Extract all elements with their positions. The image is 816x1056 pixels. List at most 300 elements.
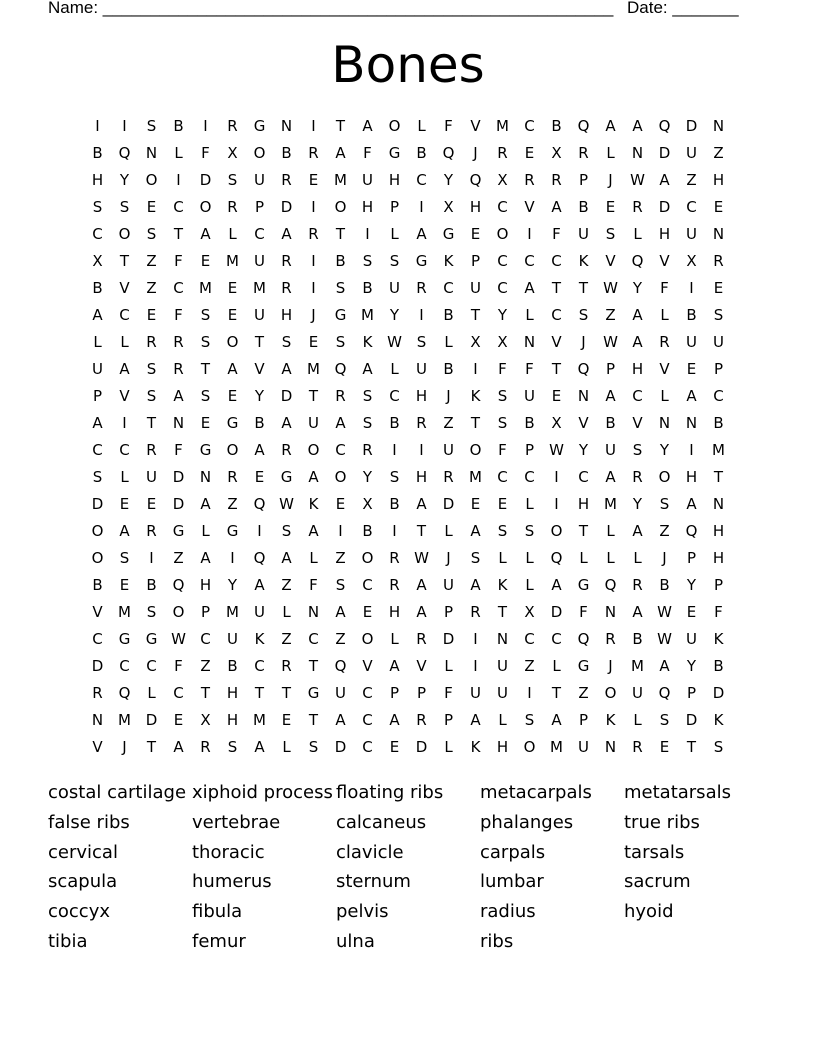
grid-letter[interactable]: A	[362, 116, 373, 135]
grid-letter[interactable]: E	[227, 386, 238, 405]
grid-letter[interactable]: B	[254, 413, 265, 432]
grid-letter[interactable]: B	[389, 494, 400, 513]
grid-letter[interactable]: P	[470, 251, 481, 270]
grid-letter[interactable]: C	[119, 656, 130, 675]
grid-letter[interactable]: N	[604, 737, 617, 756]
grid-letter[interactable]: J	[581, 332, 586, 351]
grid-letter[interactable]: O	[361, 548, 374, 567]
grid-letter[interactable]: G	[577, 656, 590, 675]
grid-letter[interactable]: B	[146, 575, 157, 594]
grid-letter[interactable]: R	[416, 278, 427, 297]
grid-letter[interactable]: V	[632, 413, 643, 432]
grid-letter[interactable]: X	[443, 197, 454, 216]
grid-letter[interactable]: T	[200, 683, 211, 702]
grid-letter[interactable]: E	[308, 170, 319, 189]
grid-letter[interactable]: B	[605, 413, 616, 432]
grid-letter[interactable]: R	[281, 251, 292, 270]
grid-letter[interactable]: N	[658, 413, 671, 432]
grid-letter[interactable]: H	[91, 170, 104, 189]
grid-letter[interactable]: S	[146, 359, 157, 378]
grid-letter[interactable]: I	[392, 521, 397, 540]
grid-letter[interactable]: G	[226, 521, 239, 540]
grid-letter[interactable]: Y	[632, 278, 643, 297]
grid-letter[interactable]: A	[632, 305, 643, 324]
grid-letter[interactable]: D	[685, 116, 698, 135]
grid-letter[interactable]: S	[713, 737, 724, 756]
grid-letter[interactable]: N	[712, 494, 725, 513]
grid-letter[interactable]: Y	[254, 386, 265, 405]
grid-letter[interactable]: F	[309, 575, 318, 594]
grid-letter[interactable]: K	[605, 710, 616, 729]
grid-letter[interactable]: R	[92, 683, 103, 702]
grid-letter[interactable]: G	[415, 251, 428, 270]
grid-letter[interactable]: L	[633, 710, 642, 729]
grid-letter[interactable]: R	[173, 359, 184, 378]
grid-letter[interactable]: V	[254, 359, 265, 378]
grid-letter[interactable]: R	[659, 332, 670, 351]
grid-letter[interactable]: V	[605, 251, 616, 270]
grid-letter[interactable]: D	[712, 683, 725, 702]
grid-letter[interactable]: N	[685, 413, 698, 432]
grid-letter[interactable]: H	[577, 494, 590, 513]
grid-letter[interactable]: X	[551, 413, 562, 432]
grid-letter[interactable]: Q	[550, 548, 563, 567]
grid-letter[interactable]: R	[389, 548, 400, 567]
grid-letter[interactable]: I	[473, 359, 478, 378]
grid-letter[interactable]: W	[603, 278, 618, 297]
grid-letter[interactable]: B	[173, 116, 184, 135]
grid-letter[interactable]: A	[173, 386, 184, 405]
grid-letter[interactable]: L	[417, 116, 426, 135]
grid-letter[interactable]: E	[200, 413, 211, 432]
grid-letter[interactable]: C	[335, 440, 346, 459]
grid-letter[interactable]: U	[524, 386, 535, 405]
grid-letter[interactable]: J	[608, 656, 613, 675]
grid-letter[interactable]: D	[658, 143, 671, 162]
grid-letter[interactable]: N	[280, 116, 293, 135]
grid-letter[interactable]: F	[552, 224, 561, 243]
grid-letter[interactable]: I	[554, 494, 559, 513]
grid-letter[interactable]: A	[335, 602, 346, 621]
grid-letter[interactable]: Q	[577, 116, 590, 135]
grid-letter[interactable]: A	[119, 521, 130, 540]
grid-letter[interactable]: C	[146, 656, 157, 675]
grid-letter[interactable]: E	[173, 710, 184, 729]
grid-letter[interactable]: U	[686, 332, 697, 351]
grid-letter[interactable]: K	[362, 332, 373, 351]
grid-letter[interactable]: S	[362, 386, 373, 405]
grid-letter[interactable]: A	[389, 656, 400, 675]
grid-letter[interactable]: U	[389, 278, 400, 297]
grid-letter[interactable]: O	[550, 521, 563, 540]
grid-letter[interactable]: F	[444, 116, 453, 135]
grid-letter[interactable]: A	[632, 116, 643, 135]
grid-letter[interactable]: J	[122, 737, 127, 756]
grid-letter[interactable]: F	[174, 656, 183, 675]
grid-letter[interactable]: S	[200, 332, 211, 351]
grid-letter[interactable]: O	[145, 170, 158, 189]
grid-letter[interactable]: V	[92, 602, 103, 621]
grid-letter[interactable]: Z	[281, 629, 292, 648]
grid-letter[interactable]: A	[92, 413, 103, 432]
grid-letter[interactable]: E	[551, 386, 562, 405]
grid-letter[interactable]: L	[120, 332, 129, 351]
grid-letter[interactable]: L	[525, 575, 534, 594]
grid-letter[interactable]: A	[335, 710, 346, 729]
grid-letter[interactable]: A	[308, 467, 319, 486]
grid-letter[interactable]: U	[632, 683, 643, 702]
grid-letter[interactable]: Z	[335, 629, 346, 648]
grid-letter[interactable]: Y	[578, 440, 589, 459]
grid-letter[interactable]: P	[713, 575, 724, 594]
grid-letter[interactable]: S	[200, 386, 211, 405]
grid-letter[interactable]: U	[686, 143, 697, 162]
grid-letter[interactable]: Q	[604, 575, 617, 594]
grid-letter[interactable]: Y	[659, 440, 670, 459]
grid-letter[interactable]: K	[578, 251, 589, 270]
grid-letter[interactable]: D	[91, 656, 104, 675]
grid-letter[interactable]: C	[524, 467, 535, 486]
grid-letter[interactable]: K	[713, 629, 724, 648]
grid-letter[interactable]: H	[226, 683, 239, 702]
grid-letter[interactable]: R	[470, 602, 481, 621]
grid-letter[interactable]: C	[254, 224, 265, 243]
grid-letter[interactable]: R	[632, 197, 643, 216]
grid-letter[interactable]: U	[335, 683, 346, 702]
grid-letter[interactable]: N	[577, 386, 590, 405]
grid-letter[interactable]: I	[689, 278, 694, 297]
grid-letter[interactable]: V	[416, 656, 427, 675]
grid-letter[interactable]: G	[577, 575, 590, 594]
grid-letter[interactable]: W	[657, 602, 672, 621]
grid-letter[interactable]: V	[92, 737, 103, 756]
grid-letter[interactable]: A	[308, 521, 319, 540]
grid-letter[interactable]: U	[227, 629, 238, 648]
grid-letter[interactable]: E	[281, 710, 292, 729]
grid-letter[interactable]: C	[443, 278, 454, 297]
grid-letter[interactable]: L	[93, 332, 102, 351]
grid-letter[interactable]: S	[659, 494, 670, 513]
grid-letter[interactable]: T	[713, 467, 724, 486]
grid-letter[interactable]: R	[146, 521, 157, 540]
grid-letter[interactable]: X	[497, 170, 508, 189]
grid-letter[interactable]: H	[226, 710, 239, 729]
grid-letter[interactable]: I	[419, 197, 424, 216]
grid-letter[interactable]: W	[603, 332, 618, 351]
grid-letter[interactable]: C	[362, 737, 373, 756]
grid-letter[interactable]: H	[712, 548, 725, 567]
grid-letter[interactable]: R	[173, 332, 184, 351]
grid-letter[interactable]: A	[659, 170, 670, 189]
grid-letter[interactable]: Y	[632, 494, 643, 513]
grid-letter[interactable]: F	[579, 602, 588, 621]
grid-letter[interactable]: B	[443, 359, 454, 378]
grid-letter[interactable]: A	[281, 224, 292, 243]
grid-letter[interactable]: G	[253, 116, 266, 135]
grid-letter[interactable]: G	[172, 521, 185, 540]
grid-letter[interactable]: R	[632, 737, 643, 756]
grid-letter[interactable]: O	[361, 629, 374, 648]
grid-letter[interactable]: S	[497, 413, 508, 432]
grid-letter[interactable]: C	[389, 386, 400, 405]
grid-letter[interactable]: S	[146, 386, 157, 405]
grid-letter[interactable]: W	[630, 170, 645, 189]
grid-letter[interactable]: A	[281, 548, 292, 567]
grid-letter[interactable]: A	[632, 602, 643, 621]
grid-letter[interactable]: S	[578, 305, 589, 324]
grid-letter[interactable]: O	[253, 143, 266, 162]
grid-letter[interactable]: U	[686, 224, 697, 243]
grid-letter[interactable]: Q	[118, 143, 131, 162]
grid-letter[interactable]: O	[334, 467, 347, 486]
grid-letter[interactable]: P	[389, 197, 400, 216]
grid-letter[interactable]: A	[200, 548, 211, 567]
grid-letter[interactable]: O	[523, 737, 536, 756]
grid-letter[interactable]: M	[118, 602, 131, 621]
grid-letter[interactable]: C	[497, 278, 508, 297]
grid-letter[interactable]: B	[416, 143, 427, 162]
grid-letter[interactable]: A	[686, 494, 697, 513]
grid-letter[interactable]: T	[308, 710, 319, 729]
grid-letter[interactable]: T	[551, 278, 562, 297]
grid-letter[interactable]: G	[118, 629, 131, 648]
grid-letter[interactable]: E	[713, 197, 724, 216]
grid-letter[interactable]: C	[632, 386, 643, 405]
grid-letter[interactable]: D	[91, 494, 104, 513]
grid-letter[interactable]: L	[120, 467, 129, 486]
grid-letter[interactable]: P	[416, 683, 427, 702]
grid-letter[interactable]: D	[199, 170, 212, 189]
grid-letter[interactable]: A	[389, 710, 400, 729]
grid-letter[interactable]: U	[146, 467, 157, 486]
grid-letter[interactable]: R	[605, 629, 616, 648]
grid-letter[interactable]: C	[713, 386, 724, 405]
grid-letter[interactable]: D	[442, 629, 455, 648]
grid-letter[interactable]: I	[311, 278, 316, 297]
grid-letter[interactable]: O	[172, 602, 185, 621]
grid-letter[interactable]: B	[227, 656, 238, 675]
grid-letter[interactable]: I	[176, 170, 181, 189]
grid-letter[interactable]: A	[551, 197, 562, 216]
grid-letter[interactable]: G	[199, 440, 212, 459]
grid-letter[interactable]: R	[713, 251, 724, 270]
grid-letter[interactable]: I	[392, 440, 397, 459]
grid-letter[interactable]: L	[444, 737, 453, 756]
grid-letter[interactable]: T	[335, 116, 346, 135]
grid-letter[interactable]: P	[605, 359, 616, 378]
grid-letter[interactable]: X	[362, 494, 373, 513]
grid-letter[interactable]: C	[173, 683, 184, 702]
grid-letter[interactable]: P	[200, 602, 211, 621]
grid-letter[interactable]: B	[713, 413, 724, 432]
grid-letter[interactable]: R	[416, 629, 427, 648]
grid-letter[interactable]: L	[525, 494, 534, 513]
grid-letter[interactable]: E	[227, 305, 238, 324]
grid-letter[interactable]: W	[549, 440, 564, 459]
grid-letter[interactable]: X	[551, 143, 562, 162]
grid-letter[interactable]: S	[470, 548, 481, 567]
grid-letter[interactable]: O	[334, 197, 347, 216]
grid-letter[interactable]: E	[227, 278, 238, 297]
grid-letter[interactable]: K	[308, 494, 319, 513]
grid-letter[interactable]: M	[496, 116, 509, 135]
grid-letter[interactable]: A	[551, 575, 562, 594]
grid-letter[interactable]: L	[147, 683, 156, 702]
grid-letter[interactable]: S	[200, 305, 211, 324]
grid-letter[interactable]: E	[200, 251, 211, 270]
grid-letter[interactable]: T	[497, 602, 508, 621]
grid-letter[interactable]: Y	[227, 575, 238, 594]
grid-letter[interactable]: F	[174, 440, 183, 459]
grid-letter[interactable]: Q	[172, 575, 185, 594]
grid-letter[interactable]: X	[497, 332, 508, 351]
grid-letter[interactable]: H	[658, 224, 671, 243]
grid-letter[interactable]: I	[527, 224, 532, 243]
grid-letter[interactable]: S	[92, 197, 103, 216]
grid-letter[interactable]: G	[334, 305, 347, 324]
grid-letter[interactable]: R	[227, 197, 238, 216]
grid-letter[interactable]: N	[145, 143, 158, 162]
grid-letter[interactable]: S	[227, 170, 238, 189]
grid-letter[interactable]: I	[203, 116, 208, 135]
grid-letter[interactable]: A	[470, 575, 481, 594]
grid-letter[interactable]: O	[469, 440, 482, 459]
grid-letter[interactable]: L	[282, 602, 291, 621]
grid-letter[interactable]: L	[579, 548, 588, 567]
grid-letter[interactable]: N	[712, 224, 725, 243]
grid-letter[interactable]: A	[200, 224, 211, 243]
grid-letter[interactable]: S	[362, 413, 373, 432]
grid-letter[interactable]: B	[659, 575, 670, 594]
grid-letter[interactable]: M	[712, 440, 725, 459]
grid-letter[interactable]: R	[308, 143, 319, 162]
grid-letter[interactable]: O	[226, 332, 239, 351]
grid-letter[interactable]: R	[281, 656, 292, 675]
grid-letter[interactable]: L	[309, 548, 318, 567]
grid-letter[interactable]: U	[443, 575, 454, 594]
grid-letter[interactable]: A	[281, 413, 292, 432]
grid-letter[interactable]: A	[632, 332, 643, 351]
grid-letter[interactable]: L	[606, 143, 615, 162]
grid-letter[interactable]: X	[92, 251, 103, 270]
grid-letter[interactable]: E	[335, 494, 346, 513]
grid-letter[interactable]: R	[146, 440, 157, 459]
grid-letter[interactable]: O	[91, 521, 104, 540]
grid-letter[interactable]: E	[146, 197, 157, 216]
grid-letter[interactable]: B	[551, 116, 562, 135]
grid-letter[interactable]: Y	[389, 305, 400, 324]
grid-letter[interactable]: T	[254, 332, 265, 351]
grid-letter[interactable]: P	[92, 386, 103, 405]
grid-letter[interactable]: R	[227, 116, 238, 135]
grid-letter[interactable]: B	[686, 305, 697, 324]
grid-letter[interactable]: V	[470, 116, 481, 135]
grid-letter[interactable]: Q	[577, 629, 590, 648]
grid-letter[interactable]: J	[446, 386, 451, 405]
grid-letter[interactable]: E	[524, 143, 535, 162]
grid-letter[interactable]: Z	[281, 575, 292, 594]
grid-letter[interactable]: S	[335, 278, 346, 297]
grid-letter[interactable]: A	[470, 521, 481, 540]
grid-letter[interactable]: T	[173, 224, 184, 243]
grid-letter[interactable]: K	[443, 251, 454, 270]
grid-letter[interactable]: J	[446, 548, 451, 567]
grid-letter[interactable]: A	[227, 359, 238, 378]
grid-letter[interactable]: U	[308, 413, 319, 432]
grid-letter[interactable]: E	[389, 737, 400, 756]
grid-letter[interactable]: V	[119, 278, 130, 297]
grid-letter[interactable]: K	[254, 629, 265, 648]
grid-letter[interactable]: Z	[335, 548, 346, 567]
grid-letter[interactable]: A	[605, 386, 616, 405]
grid-letter[interactable]: X	[227, 143, 238, 162]
grid-letter[interactable]: Q	[118, 683, 131, 702]
grid-letter[interactable]: I	[338, 521, 343, 540]
grid-letter[interactable]: K	[470, 737, 481, 756]
grid-letter[interactable]: Y	[497, 305, 508, 324]
grid-letter[interactable]: N	[604, 602, 617, 621]
grid-letter[interactable]: Q	[685, 521, 698, 540]
grid-letter[interactable]: D	[685, 710, 698, 729]
grid-letter[interactable]: Z	[686, 170, 697, 189]
grid-letter[interactable]: X	[686, 251, 697, 270]
grid-letter[interactable]: F	[444, 683, 453, 702]
grid-letter[interactable]: N	[523, 332, 536, 351]
grid-letter[interactable]: C	[362, 575, 373, 594]
grid-letter[interactable]: E	[146, 494, 157, 513]
grid-letter[interactable]: U	[497, 683, 508, 702]
grid-letter[interactable]: L	[552, 656, 561, 675]
grid-letter[interactable]: V	[551, 332, 562, 351]
grid-letter[interactable]: U	[605, 440, 616, 459]
grid-letter[interactable]: E	[713, 278, 724, 297]
grid-letter[interactable]: S	[497, 521, 508, 540]
grid-letter[interactable]: M	[307, 359, 320, 378]
grid-letter[interactable]: G	[280, 467, 293, 486]
grid-letter[interactable]: R	[200, 737, 211, 756]
grid-letter[interactable]: H	[361, 197, 374, 216]
grid-letter[interactable]: L	[633, 224, 642, 243]
grid-letter[interactable]: M	[361, 305, 374, 324]
grid-letter[interactable]: X	[524, 602, 535, 621]
grid-letter[interactable]: S	[389, 467, 400, 486]
grid-letter[interactable]: B	[578, 197, 589, 216]
grid-letter[interactable]: O	[91, 548, 104, 567]
grid-letter[interactable]: I	[473, 629, 478, 648]
grid-letter[interactable]: P	[686, 548, 697, 567]
grid-letter[interactable]: R	[524, 170, 535, 189]
grid-letter[interactable]: R	[551, 170, 562, 189]
grid-letter[interactable]: L	[228, 224, 237, 243]
grid-letter[interactable]: R	[497, 143, 508, 162]
grid-letter[interactable]: K	[497, 575, 508, 594]
grid-letter[interactable]: L	[525, 305, 534, 324]
grid-letter[interactable]: H	[496, 737, 509, 756]
grid-letter[interactable]: L	[606, 548, 615, 567]
grid-letter[interactable]: E	[470, 494, 481, 513]
grid-letter[interactable]: T	[470, 305, 481, 324]
grid-letter[interactable]: O	[199, 197, 212, 216]
grid-letter[interactable]: E	[470, 224, 481, 243]
grid-letter[interactable]: A	[605, 116, 616, 135]
grid-letter[interactable]: V	[362, 656, 373, 675]
grid-letter[interactable]: L	[390, 224, 399, 243]
grid-letter[interactable]: A	[470, 710, 481, 729]
grid-letter[interactable]: C	[551, 251, 562, 270]
grid-letter[interactable]: P	[524, 440, 535, 459]
grid-letter[interactable]: V	[659, 251, 670, 270]
grid-letter[interactable]: G	[145, 629, 158, 648]
